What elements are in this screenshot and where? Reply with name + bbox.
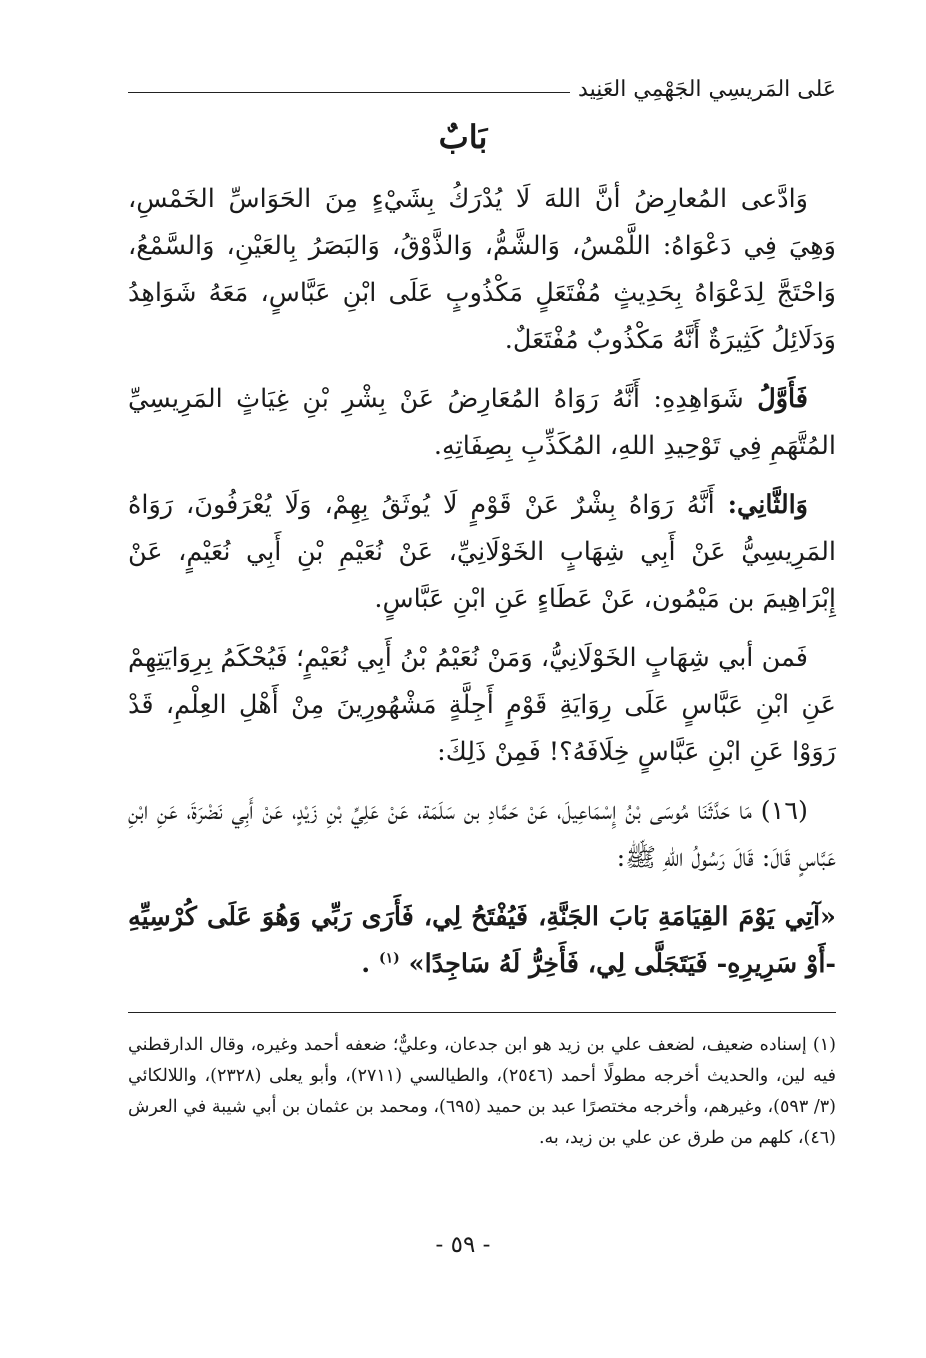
paragraph-text: شَوَاهِدِهِ: أَنَّهُ رَوَاهُ المُعَارِضُ عَنْ بِشْرِ بْنِ غِيَاثٍ المَرِيسِيِّ المُتَّهَمِ فِي تَوْحِيدِ اللهِ، المُكَذِّبِ بِصِفَاتِهِ.	[128, 384, 836, 461]
footnotes	[128, 1030, 836, 1154]
hadith-text: «آتِي يَوْمَ القِيَامَةِ بَابَ الجَنَّةِ، فَيُفْتَحُ لِي، فَأَرَى رَبِّي وَهُوَ عَلَى كُرْسِيِّهِ -أَوْ سَرِيرِهِ- فَيَتَجَلَّى لِي، فَأَخِرُّ لَهُ سَاجِدًا»	[128, 902, 836, 979]
paragraph	[128, 176, 836, 364]
paragraph	[128, 376, 836, 470]
paragraph-text: فَمن أبي شِهَابٍ الخَوْلَانِيُّ، وَمَنْ نُعَيْمُ بْنُ أَبِي نُعَيْمٍ؛ فَيُحْكَمُ بِرِوَايَتِهِمْ عَنِ ابْنِ عَبَّاسٍ عَلَى رِوَايَةِ قَوْمٍ أَجِلَّةٍ مَشْهُورِينَ مِنْ أَهْلِ العِلْمِ، قَدْ رَوَوْا عَنِ ابْنِ عَبَّاسٍ خِلَافَهُ؟! فَمِنْ ذَلِكَ:	[128, 643, 836, 767]
hadith-end: .	[361, 949, 371, 979]
paragraph-lead: وَالثَّانِي:	[727, 490, 808, 520]
running-header	[128, 72, 836, 106]
footnote-reference[interactable]: (١)	[379, 950, 400, 967]
hadith-quote	[128, 894, 836, 988]
body-text	[128, 176, 836, 1000]
footnote: (١) إسناده ضعيف، لضعف علي بن زيد هو ابن جدعان، وعليٌّ؛ ضعفه أحمد وغيره، وقال الدارقطني فيه لين، والحديث أخرجه مطولًا أحمد (٢٥٤٦)، والطيالسي (٢٧١١)، وأبو يعلى (٢٣٢٨)، واللالكائي (٣/ ٥٩٣)، وغيرهم، وأخرجه مختصرًا عبد بن حميد (٦٩٥)، ومحمد بن عثمان بن أبي شيبة في العرش (٤٦)، كلهم من طرق عن علي بن زيد، به.	[128, 1035, 836, 1148]
paragraph-text: أَنَّهُ رَوَاهُ بِشْرٌ عَنْ قَوْمٍ لَا يُوثَقُ بِهِمْ، وَلَا يُعْرَفُونَ، رَوَاهُ المَرِيسِيُّ عَنْ أَبِي شِهَابٍ الخَوْلَانِيِّ، عَنْ نُعَيْمِ بْنِ أَبِي نُعَيْمٍ، عَنْ إِبْرَاهِيمَ بن مَيْمُون، عَنْ عَطَاءٍ عَنِ ابْنِ عَبَّاسٍ.	[128, 490, 836, 614]
paragraph-lead: فَأَوَّلُ	[757, 384, 808, 414]
page-number: - ٥٩ -	[435, 1232, 491, 1258]
paragraph-text: (١٦) مَا حَدَّثَنَا مُوسَى بْنُ إِسْمَاعِيلَ، عَنْ حَمَّادِ بن سَلَمَة، عَنْ عَلِيِّ بْنِ زَيْدٍ، عَنْ أَبِي نَضْرَةَ، عَنِ ابْنِ عَبَّاسٍ قَالَ: قَالَ رَسُولُ اللهِ ﷺ:	[128, 796, 836, 873]
chapter-heading: بَابٌ	[438, 118, 488, 156]
header-rule	[128, 92, 570, 93]
paragraph	[128, 635, 836, 776]
paragraph-text: وَادَّعى المُعارِضُ أنَّ اللهَ لَا يُدْرَكُ بِشَيْءٍ مِنَ الحَوَاسِّ الخَمْسِ، وَهِيَ فِي دَعْوَاهُ: اللَّمْسُ، وَالشَّمُّ، وَالذَّوْقُ، وَالبَصَرُ بِالعَيْنِ، وَالسَّمْعُ، وَاحْتَجَّ لِدَعْوَاهُ بِحَدِيثٍ مُفْتَعَلٍ مَكْذُوبٍ عَلَى ابْنِ عَبَّاسٍ، مَعَهُ شَوَاهِدُ وَدَلَائِلُ كَثِيرَةٌ أَنَّهُ مَكْذُوبٌ مُفْتَعَلٌ.	[128, 184, 836, 355]
paragraph	[128, 482, 836, 623]
paragraph	[128, 788, 836, 882]
running-header-title: عَلى المَريسِي الجَهْمِي العَنِيد	[578, 76, 836, 102]
footnote-separator	[128, 1012, 836, 1013]
